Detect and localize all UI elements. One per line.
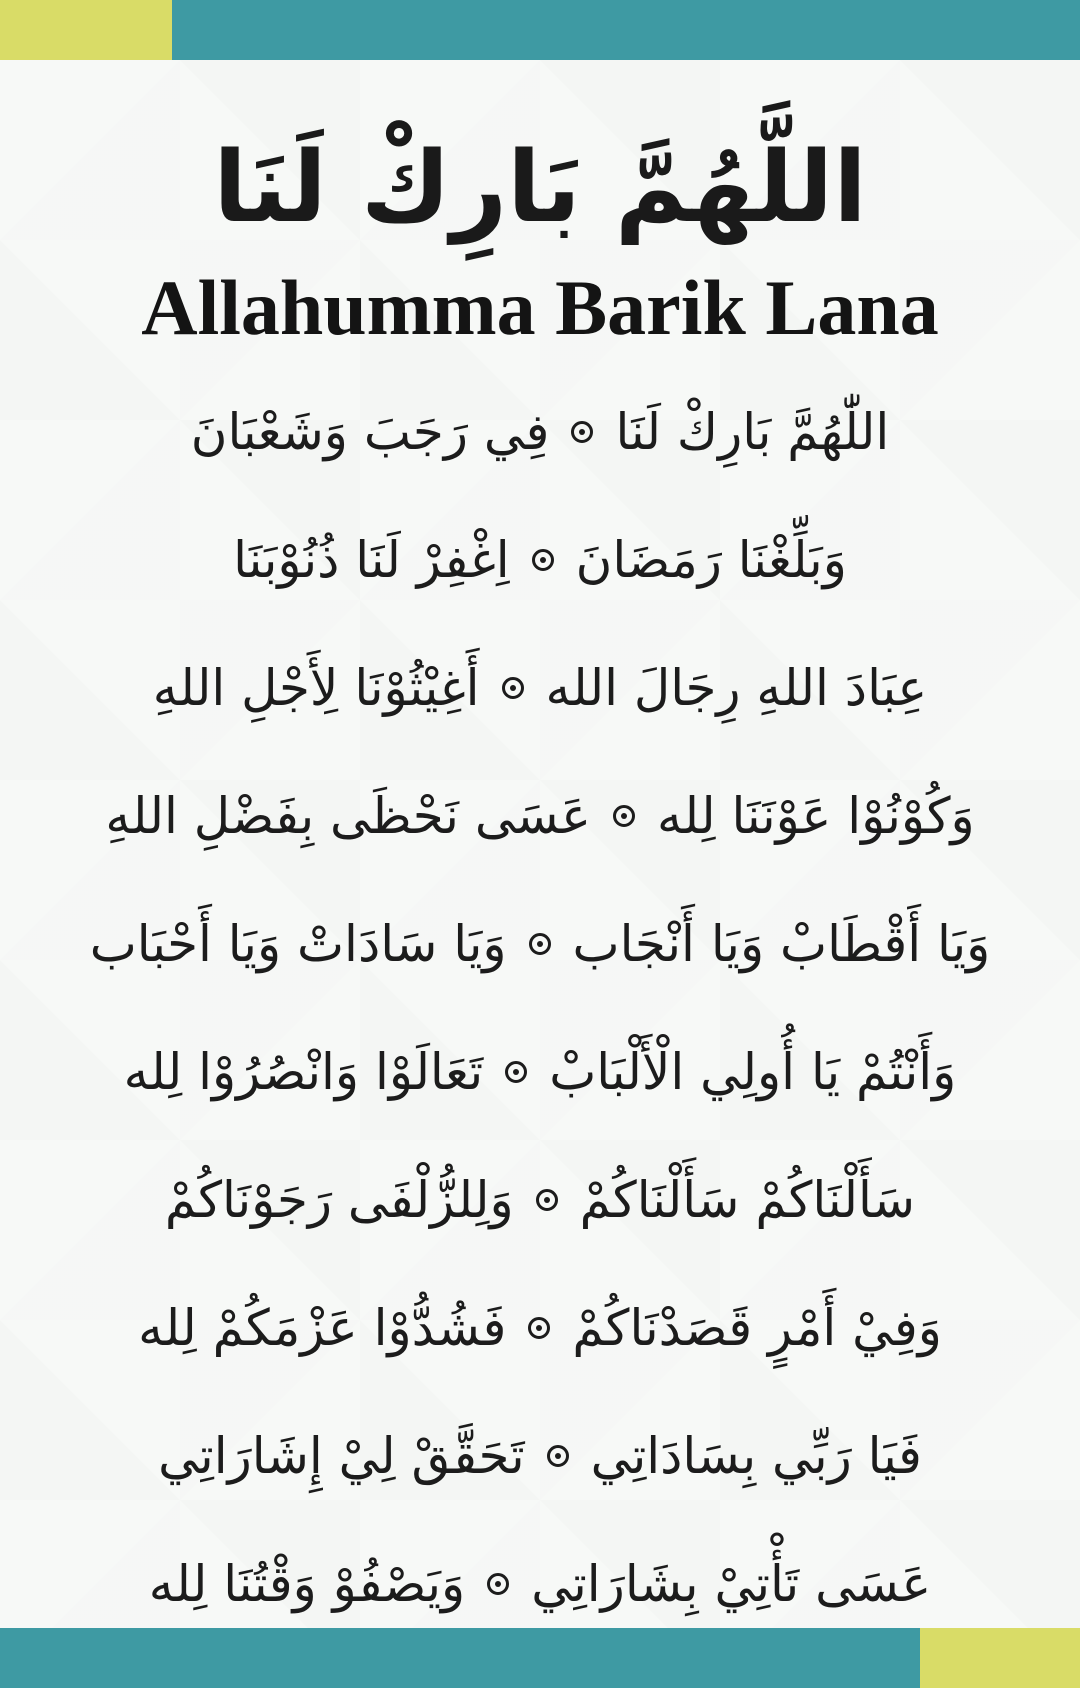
verse-line xyxy=(60,1264,1020,1392)
verse-first-hemistich: عَسَى تَأْتِيْ بِشَارَاتِي xyxy=(531,1555,932,1613)
verse-separator-icon xyxy=(613,805,635,827)
latin-title: Allahumma Barik Lana xyxy=(141,264,939,351)
verse-separator-icon xyxy=(536,1189,558,1211)
verse-first-hemistich: وَكُوْنُوْا عَوْنَنَا لِله xyxy=(656,787,975,845)
verse-first-hemistich: وَيَا أَقْطَابْ وَيَا أَنْجَاب xyxy=(572,915,991,973)
verse-line xyxy=(60,752,1020,880)
verse-separator-icon xyxy=(528,1317,550,1339)
verse-separator-icon xyxy=(505,1061,527,1083)
verse-first-hemistich: وَفِيْ أَمْرٍ قَصَدْنَاكُمْ xyxy=(572,1299,942,1357)
verse-first-hemistich: سَأَلْنَاكُمْ سَأَلْنَاكُمْ xyxy=(579,1171,916,1229)
verse-second-hemistich: فِي رَجَبَ وَشَعْبَانَ xyxy=(190,403,550,461)
verse-second-hemistich: عَسَى نَحْظَى بِفَضْلِ اللهِ xyxy=(105,787,591,845)
verse-separator-icon xyxy=(502,677,524,699)
verse-second-hemistich: وَيَا سَادَاتْ وَيَا أَحْبَاب xyxy=(89,915,507,973)
verse-first-hemistich: وَأَنْتُمْ يَا أُولِي الْأَلْبَابْ xyxy=(549,1043,957,1101)
top-banner-bar xyxy=(172,0,1080,60)
verse-second-hemistich: وَيَصْفُوْ وَقْتُنَا لِله xyxy=(148,1555,466,1613)
verse-list xyxy=(60,368,1020,1648)
verse-line xyxy=(60,880,1020,1008)
verse-line xyxy=(60,1136,1020,1264)
arabic-title: اللَّهُمَّ بَارِكْ لَنَا xyxy=(213,131,867,245)
verse-second-hemistich: أَغِيْثُوْنَا لِأَجْلِ اللهِ xyxy=(152,659,480,717)
verse-separator-icon xyxy=(532,549,554,571)
verse-second-hemistich: تَعَالَوْا وَانْصُرُوْا لِله xyxy=(123,1043,484,1101)
verse-first-hemistich: فَيَا رَبِّي بِسَادَاتِي xyxy=(590,1427,922,1485)
verse-separator-icon xyxy=(529,933,551,955)
verse-second-hemistich: تَحَقَّقْ لِيْ إِشَارَاتِي xyxy=(158,1427,525,1485)
verse-first-hemistich: عِبَادَ اللهِ رِجَالَ الله xyxy=(545,659,928,717)
verse-line xyxy=(60,1392,1020,1520)
document-content xyxy=(0,60,1080,1628)
verse-first-hemistich: اللّٰهُمَّ بَارِكْ لَنَا xyxy=(615,403,890,461)
verse-line xyxy=(60,368,1020,496)
verse-second-hemistich: اِغْفِرْ لَنَا ذُنُوْبَنَا xyxy=(233,531,510,589)
verse-separator-icon xyxy=(547,1445,569,1467)
verse-separator-icon xyxy=(487,1573,509,1595)
verse-second-hemistich: وَلِلزُّلْفَى رَجَوْنَاكُمْ xyxy=(164,1171,514,1229)
top-accent-bar xyxy=(0,0,172,60)
verse-separator-icon xyxy=(571,421,593,443)
verse-line xyxy=(60,1520,1020,1648)
verse-first-hemistich: وَبَلِّغْنَا رَمَضَانَ xyxy=(575,531,847,589)
verse-line xyxy=(60,496,1020,624)
verse-line xyxy=(60,1008,1020,1136)
verse-second-hemistich: فَشُدُّوْا عَزْمَكُمْ لِله xyxy=(138,1299,507,1357)
verse-line xyxy=(60,624,1020,752)
